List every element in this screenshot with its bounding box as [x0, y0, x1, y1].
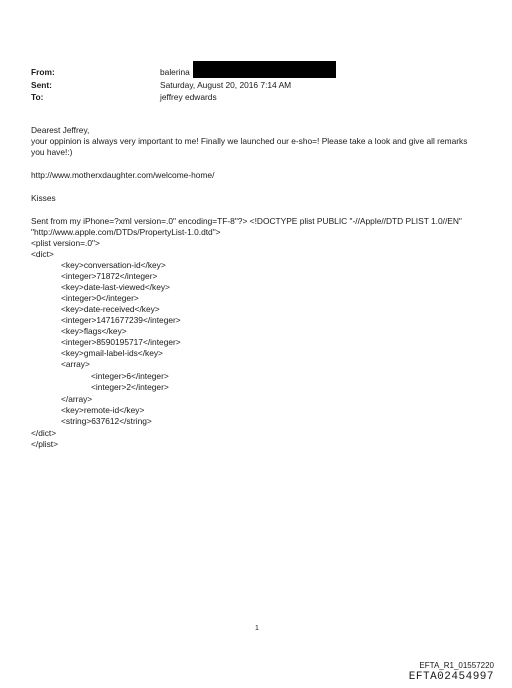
message-signoff: Kisses: [31, 193, 56, 203]
to-value: jeffrey edwards: [160, 92, 217, 102]
from-label: From:: [31, 67, 55, 77]
efta-id-small: EFTA_R1_01557220: [419, 661, 494, 670]
message-line-1: your oppinion is always very important to me! Finally we launched our e-sho=! Please take a look and give all remarks: [31, 136, 468, 146]
from-value: balerina: [160, 67, 190, 77]
plist-line: <key>date-last-viewed</key>: [61, 282, 170, 292]
sent-from-line-2: "http://www.apple.com/DTDs/PropertyList-1.0.dtd">: [31, 227, 221, 237]
plist-line: <integer>71872</integer>: [61, 271, 158, 281]
plist-line: <integer>6</integer>: [91, 371, 169, 381]
plist-line: <key>gmail-label-ids</key>: [61, 348, 163, 358]
to-label: To:: [31, 92, 44, 102]
message-line-2: you have!:): [31, 147, 73, 157]
plist-line: <integer>1471677239</integer>: [61, 315, 181, 325]
plist-line: <string>637612</string>: [61, 416, 152, 426]
plist-line: <key>remote-id</key>: [61, 405, 145, 415]
plist-line: </plist>: [31, 439, 59, 449]
plist-line: <integer>0</integer>: [61, 293, 139, 303]
message-link: http://www.motherxdaughter.com/welcome-home/: [31, 170, 215, 180]
plist-line: <dict>: [31, 249, 54, 259]
plist-line: <key>flags</key>: [61, 326, 127, 336]
message-greeting: Dearest Jeffrey,: [31, 125, 90, 135]
sent-value: Saturday, August 20, 2016 7:14 AM: [160, 80, 292, 90]
plist-line: <key>date-received</key>: [61, 304, 160, 314]
plist-line: <key>conversation-id</key>: [61, 260, 166, 270]
page-number: 1: [255, 625, 259, 632]
sent-label: Sent:: [31, 80, 52, 90]
plist-line: </array>: [61, 394, 93, 404]
redaction-bar: [193, 61, 336, 78]
efta-id-large: EFTA02454997: [408, 671, 494, 683]
plist-line: <integer>2</integer>: [91, 382, 169, 392]
plist-line: <plist version=.0">: [31, 238, 100, 248]
plist-line: <array>: [61, 359, 90, 369]
plist-line: </dict>: [31, 428, 57, 438]
sent-from-line-1: Sent from my iPhone=?xml version=.0" encoding=TF-8"?> <!DOCTYPE plist PUBLIC "-//Apple//DTD PLIST 1.0//EN": [31, 216, 462, 226]
plist-line: <integer>8590195717</integer>: [61, 337, 181, 347]
